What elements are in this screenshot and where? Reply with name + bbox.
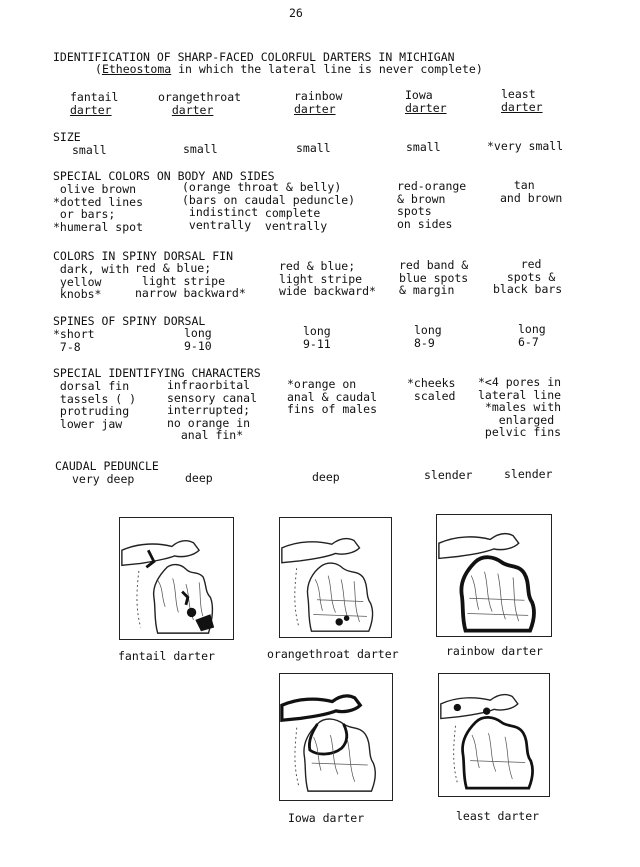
cell-colors-body-rainbow: complete ventrally [264, 206, 328, 233]
subtitle-open: ( [95, 62, 102, 76]
cell-peduncle-orangethroat: deep [185, 471, 213, 485]
cell-colors-fin-orangethroat: red & blue; light stripe narrow backward* [135, 261, 246, 300]
section-heading-spines: SPINES OF SPINY DORSAL [53, 314, 206, 328]
cell-colors-body-orangethroat: (orange throat & belly) (bars on caudal peduncle) indistinct ventrally [182, 180, 356, 232]
michigan-map-orangethroat [280, 518, 391, 637]
species-name: fantail [70, 90, 119, 104]
map-fantail-darter [119, 517, 234, 640]
page-subtitle [95, 63, 483, 76]
cell-characters-orangethroat: infraorbital sensory canal interrupted; no orange in anal fin* [167, 378, 258, 442]
cell-peduncle-iowa: slender [424, 468, 473, 482]
cell-colors-body-fantail: olive brown *dotted lines or bars; *humeral spot [53, 182, 144, 234]
cell-peduncle-fantail: very deep [72, 472, 135, 486]
map-rainbow-darter [436, 514, 552, 637]
page-number: 26 [289, 6, 303, 20]
cell-peduncle-rainbow: deep [312, 470, 340, 484]
subtitle-genus: Etheostoma [101, 62, 172, 76]
cell-colors-fin-least: red spots & black bars [493, 257, 563, 296]
cell-characters-fantail: dorsal fin tassels ( ) protruding lower jaw [59, 379, 137, 431]
section-heading-colors-fin: COLORS IN SPINY DORSAL FIN [53, 249, 234, 263]
cell-spines-fantail: *short 7-8 [53, 327, 95, 354]
cell-size-iowa: small [406, 140, 441, 154]
section-heading-peduncle: CAUDAL PEDUNCLE [55, 459, 159, 473]
michigan-map-least [439, 674, 549, 796]
michigan-map-rainbow [437, 515, 551, 636]
michigan-map-fantail [120, 518, 233, 639]
cell-characters-rainbow: *orange on anal & caudal fins of males [287, 377, 378, 416]
cell-size-orangethroat: small [183, 142, 218, 156]
cell-peduncle-least: slender [504, 467, 553, 481]
species-header-fantail [70, 91, 118, 116]
species-suffix: darter [171, 102, 214, 117]
species-name: rainbow [294, 89, 343, 103]
map-orangethroat-darter [279, 517, 392, 638]
section-heading-colors-body: SPECIAL COLORS ON BODY AND SIDES [53, 169, 275, 183]
cell-colors-fin-iowa: red band & blue spots & margin [399, 258, 469, 297]
cell-spines-iowa: long 8-9 [414, 323, 442, 350]
map-iowa-darter [279, 673, 393, 801]
cell-characters-least: *<4 pores in lateral line *males with enlarged pelvic fins [478, 375, 562, 439]
map-least-darter [438, 673, 550, 797]
species-name: orangethroat [158, 90, 242, 104]
cell-size-fantail: small [72, 143, 107, 157]
map-caption-rainbow: rainbow darter [446, 644, 543, 658]
species-suffix: darter [70, 102, 112, 117]
species-name: Iowa [405, 88, 433, 102]
species-header-least [501, 88, 543, 113]
map-caption-least: least darter [456, 809, 540, 823]
cell-colors-fin-rainbow: red & blue; light stripe wide backward* [279, 259, 376, 298]
species-suffix: darter [501, 99, 543, 114]
cell-colors-body-iowa: red-orange & brown spots on sides [397, 179, 467, 231]
map-caption-iowa: Iowa darter [288, 811, 365, 825]
cell-spines-rainbow: long 9-11 [303, 324, 331, 351]
cell-spines-orangethroat: long 9-10 [184, 326, 212, 353]
cell-colors-fin-fantail: dark, with yellow knobs* [59, 262, 130, 301]
species-header-iowa [405, 89, 447, 114]
map-caption-orangethroat: orangethroat darter [267, 647, 399, 661]
species-suffix: darter [405, 100, 447, 115]
page-title: IDENTIFICATION OF SHARP-FACED COLORFUL DARTERS IN MICHIGAN [53, 50, 455, 64]
subtitle-rest: in which the lateral line is never complete) [171, 62, 483, 76]
species-header-rainbow [294, 90, 342, 115]
cell-colors-body-least: tan and brown [500, 178, 563, 205]
michigan-map-iowa [280, 674, 392, 800]
map-caption-fantail: fantail darter [118, 649, 215, 663]
species-name: least [501, 87, 536, 101]
cell-characters-iowa: *cheeks scaled [407, 376, 456, 403]
species-header-orangethroat [158, 91, 241, 116]
species-suffix: darter [294, 101, 336, 116]
section-heading-characters: SPECIAL IDENTIFYING CHARACTERS [53, 366, 261, 380]
cell-size-rainbow: small [296, 141, 331, 155]
cell-size-least: *very small [487, 139, 564, 153]
section-heading-size: SIZE [53, 130, 81, 144]
cell-spines-least: long 6-7 [518, 322, 546, 349]
